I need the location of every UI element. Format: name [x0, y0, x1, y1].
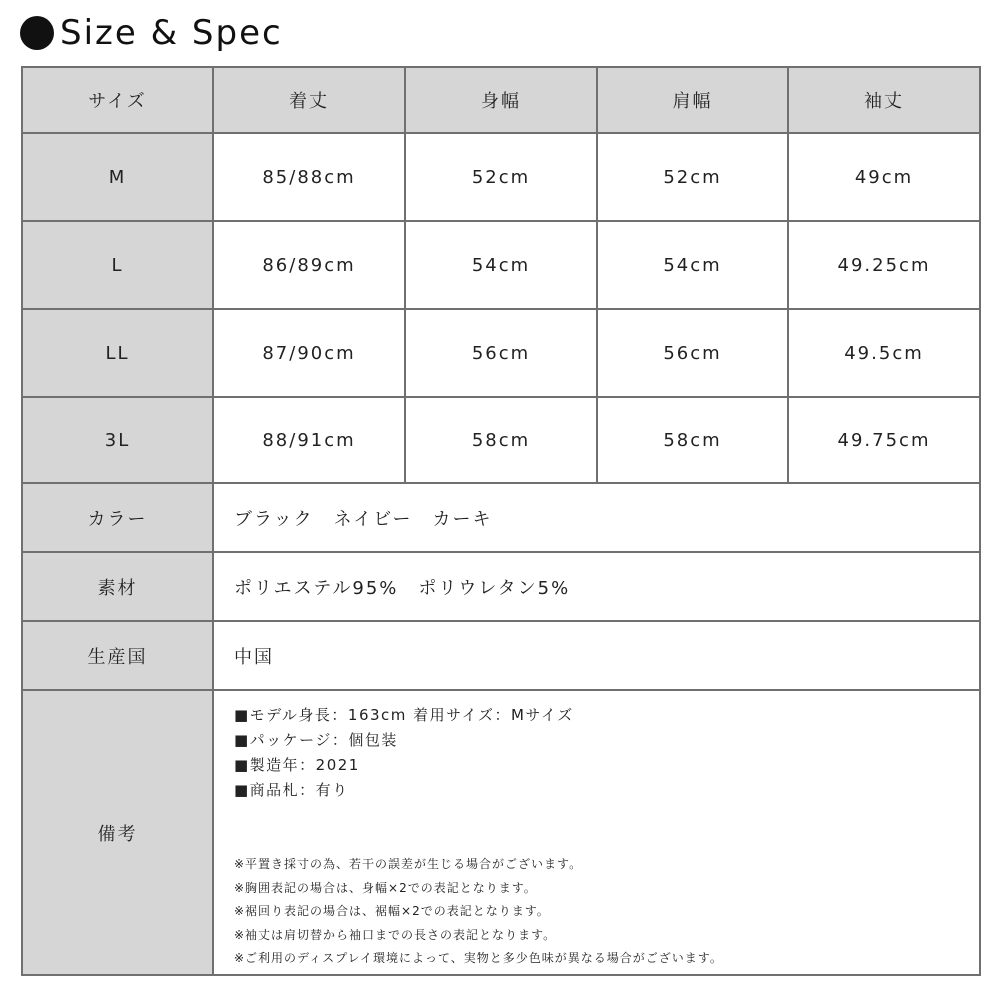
width-cell: 54cm [405, 221, 597, 309]
table-row [22, 309, 980, 397]
note-line: ■製造年：2021 [234, 756, 360, 774]
size-cell: M [22, 133, 213, 221]
width-cell: 56cm [405, 309, 597, 397]
small-notes [234, 853, 723, 971]
color-value: ブラック ネイビー カーキ [213, 483, 980, 552]
header-shoulder: 肩幅 [597, 67, 788, 133]
table-row [22, 221, 980, 309]
sleeve-cell: 49.5cm [788, 309, 980, 397]
material-label: 素材 [22, 552, 213, 621]
sleeve-cell: 49.25cm [788, 221, 980, 309]
length-cell: 88/91cm [213, 397, 405, 483]
note-line: ■商品札：有り [234, 781, 349, 799]
notes-label: 備考 [22, 690, 213, 975]
size-cell: L [22, 221, 213, 309]
small-note-line: ※ご利用のディスプレイ環境によって、実物と多少色味が異なる場合がございます。 [234, 951, 723, 965]
small-note-line: ※袖丈は肩切替から袖口までの長さの表記となります。 [234, 927, 557, 942]
page-title [20, 10, 283, 56]
header-length: 着丈 [213, 67, 405, 133]
shoulder-cell: 58cm [597, 397, 788, 483]
note-line: ■モデル身長：163cm 着用サイズ：Mサイズ [234, 706, 574, 724]
length-cell: 87/90cm [213, 309, 405, 397]
small-note-line: ※平置き採寸の為、若干の誤差が生じる場合がございます。 [234, 857, 583, 871]
origin-label: 生産国 [22, 621, 213, 690]
color-row [22, 483, 980, 552]
width-cell: 52cm [405, 133, 597, 221]
origin-row [22, 621, 980, 690]
material-value: ポリエステル95% ポリウレタン5% [213, 552, 980, 621]
note-line: ■パッケージ：個包装 [234, 731, 398, 749]
shoulder-cell: 52cm [597, 133, 788, 221]
length-cell: 85/88cm [213, 133, 405, 221]
spec-table [21, 66, 981, 976]
table-row [22, 397, 980, 483]
width-cell: 58cm [405, 397, 597, 483]
table-row [22, 133, 980, 221]
material-row [22, 552, 980, 621]
header-width: 身幅 [405, 67, 597, 133]
header-size: サイズ [22, 67, 213, 133]
color-label: カラー [22, 483, 213, 552]
notes-row [22, 690, 980, 975]
origin-value: 中国 [213, 621, 980, 690]
bullet-icon [20, 16, 54, 50]
small-note-line: ※裾回り表記の場合は、裾幅×2での表記となります。 [234, 904, 550, 918]
sleeve-cell: 49.75cm [788, 397, 980, 483]
small-note-line: ※胸囲表記の場合は、身幅×2での表記となります。 [234, 880, 537, 895]
shoulder-cell: 56cm [597, 309, 788, 397]
size-cell: 3L [22, 397, 213, 483]
title-text: Size & Spec [60, 13, 283, 53]
notes-content [214, 691, 979, 974]
sleeve-cell: 49cm [788, 133, 980, 221]
header-sleeve: 袖丈 [788, 67, 980, 133]
notes-cell [213, 690, 980, 975]
length-cell: 86/89cm [213, 221, 405, 309]
shoulder-cell: 54cm [597, 221, 788, 309]
table-header-row [22, 67, 980, 133]
size-cell: LL [22, 309, 213, 397]
